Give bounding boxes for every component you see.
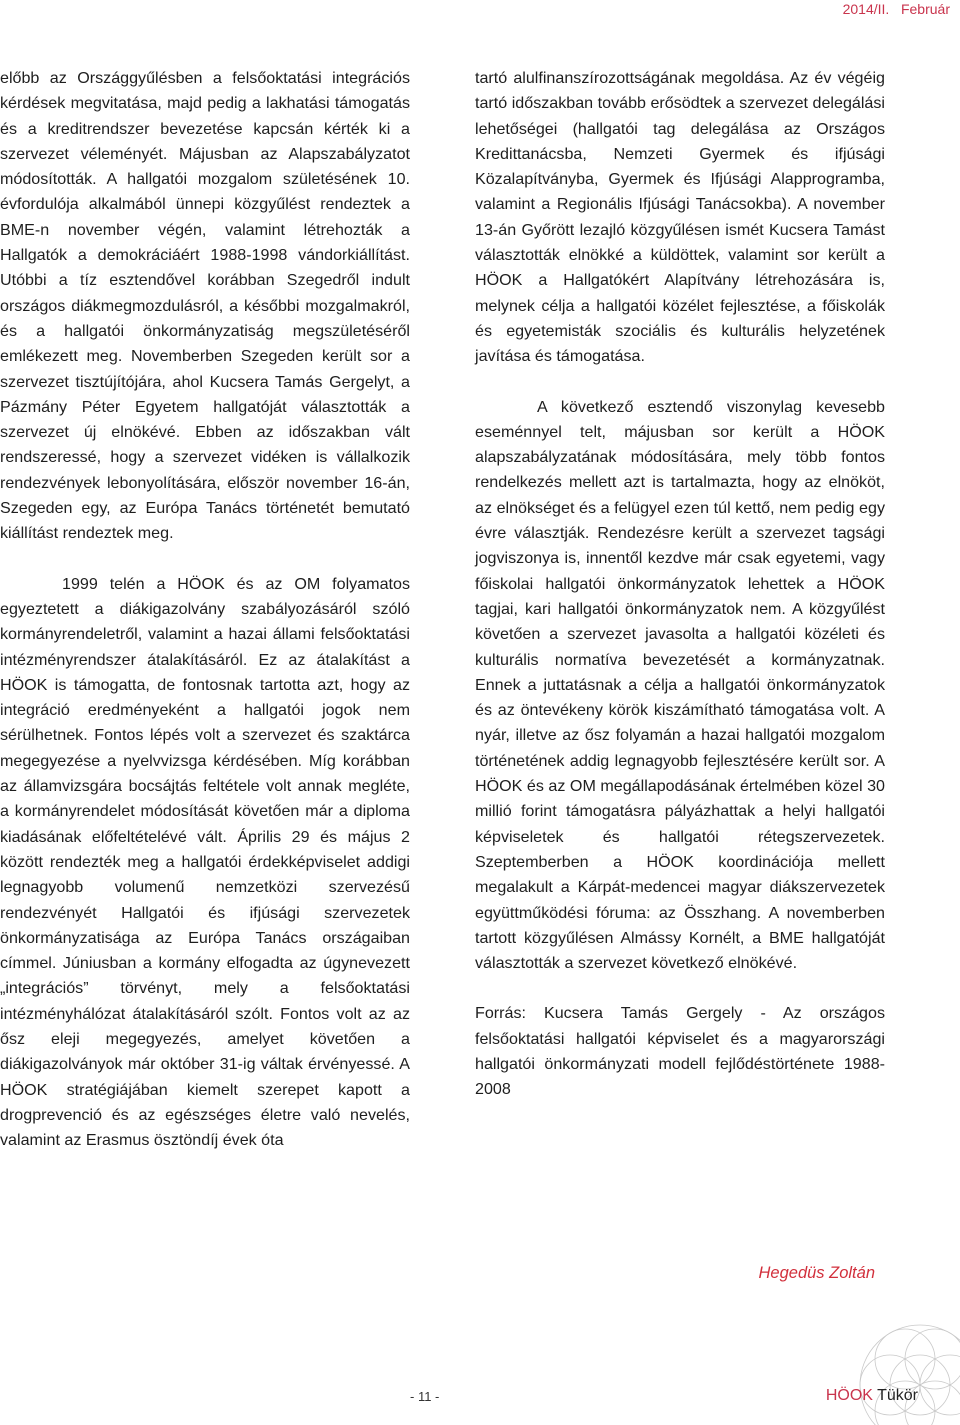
right-paragraph-1: tartó alulfinanszírozottságának megoldása. Az év végéig tartó időszakban tovább erősödtek a szervezet delegálási lehetőségei (hallgatói tag delegálása az Országos Kredittanácsba, Nemzeti Gyermek és ifjúsági Közalapítványba, Gyermek és Ifjúsági Alapprogramba, valamint a Regionális Ifjúsági Tanácsokba). A november 13-án Győrött lezajló közgyűlésen ismét Kucsera Tamást választották elnökké a küldöttek, valamint sor került a HÖOK a Hallgatókért Alapítvány létrehozására is, melynek célja a hallgatói közélet fejlesztése, a főiskolák és egyetemisták szociális és kulturális helyzetének javítása és támogatása. [475, 69, 885, 366]
page-number: - 11 - [410, 1389, 440, 1404]
right-column [475, 66, 885, 1103]
left-paragraph-1: előbb az Országgyűlésben a felsőoktatási integrációs kérdések megvitatása, majd pedig a lakhatási támogatás és a kreditrendszer bevezetése kapcsán kérték ki a szervezet véleményét. Májusban az Alapszabályzatot módosították. A hallgatói mozgalom születésének 10. évfordulója alkalmából ünnepi közgyűlést rendeztek a BME-n november végén, valamint létrehozták a Hallgatók a demokráciáért 1988-1998 vándorkiállítást. Utóbbi a tíz esztendővel korábban Szegedről indult országos diákmegmozdulásról, a későbbi mozgalmakról, és a hallgatói önkormányzatiság megszületéséről emlékezett meg. Novemberben Szegeden került sor a szervezet tisztújítójára, ahol Kucsera Tamás Gergelyt, a Pázmány Péter Egyetem hallgatóját választották a szervezet új elnökévé. Ebben az időszakban vált rendszeressé, hogy a szervezet vidéken is vállalkozik rendezvények lebonyolítására, először november 16-án, Szegeden egy, az Európa Tanács történetét bemutató kiállítást rendeztek meg. [0, 69, 410, 543]
source-citation: Forrás: Kucsera Tamás Gergely - Az országos felsőoktatási hallgatói képviselet és a magyarországi hallgatói önkormányzati modell fejlődéstörténete 1988-2008 [475, 1004, 885, 1099]
brand-rest: Tükör [872, 1387, 918, 1404]
publication-brand [826, 1387, 918, 1405]
author-signature: Hegedüs Zoltán [758, 1264, 875, 1282]
issue-label [843, 0, 950, 18]
left-column [0, 66, 410, 1153]
brand-hook: HÖOK [825, 1387, 873, 1404]
page-header [0, 0, 960, 22]
page-footer [0, 1385, 960, 1413]
left-paragraph-2: 1999 telén a HÖOK és az OM folyamatos egyeztetett a diákigazolvány szabályozásáról szóló kormányrendeletről, valamint a hazai állami felsőoktatási intézményrendszer átalakításáról. Ez az átalakítást a HÖOK is támogatta, de fontosnak tartotta azt, hogy az integráció eredményeként a hallgatói jogok nem sérülhetnek. Fontos lépés volt a szervezet és szaktárca megegyezése a nyelvvizsga kérdésében. Míg korábban az államvizsgára bocsájtás feltétele volt annak megléte, a kormányrendelet módosítását követően már a diploma kiadásának előfeltételévé vált. Április 29 és május 2 között rendezték meg a hallgatói érdekképviselet addigi legnagyobb volumenű nemzetközi szervezésű rendezvényét Hallgatói és ifjúsági szervezetek önkormányzatisága az Európa Tanács országaiban címmel. Júniusban a kormány elfogadta az úgynevezett „integrációs” törvényt, mely a felsőoktatási intézményhálózat átalakításáról szólt. Fontos volt az az ősz eleji megegyezés, amelyet követően a diákigazolványok már október 31-ig váltak érvényessé. A HÖOK stratégiájában kiemelt szerepet kapott a drogprevenció és az egészséges életre való nevelés, valamint az Erasmus ösztöndíj évek óta [0, 574, 410, 1150]
header-issue-bar [785, 0, 960, 22]
issue-month: Február [900, 1, 950, 17]
right-paragraph-2: A következő esztendő viszonylag kevesebb eseménnyel telt, májusban sor került a HÖOK alapszabályzatának módosítására, mely több fontos rendelkezés mellett azt is tartalmazta, hogy az elnököt, az elnökséget és a felügyel ezen túl kettő, nem pedig egy évre választják. Rendezésre került a szervezet tagsági jogviszonya is, innentől kezdve már csak egyetemi, vagy főiskolai hallgatói önkormányzatok lehettek a HÖOK tagjai, kari hallgatói önkormányzatok nem. A közgyűlést követően a szervezet javasolta a hallgatói közéleti és kulturális normatíva bevezetését a kormányzatnak. Ennek a juttatásnak a célja a hallgatói önkormányzatok és az öntevékeny körök kiszámítható támogatása volt. A nyár, illetve az ősz folyamán a hazai hallgatói mozgalom történetének addig legnagyobb fejlesztésére került sor. A HÖOK és az OM megállapodásának értelmében közel 30 millió forint támogatásra pályázhattak a helyi hallgatói képviseletek és hallgatói rétegszervezetek. Szeptemberben a HÖOK koordinációja mellett megalakult a Kárpát-medencei magyar diákszervezetek együttműködési fóruma: az Összhang. A novemberben tartott közgyűlésen Almássy Kornélt, a BME hallgatóját választották a szervezet következő elnökévé. [475, 397, 885, 973]
issue-number: 2014/II. [842, 1, 890, 17]
